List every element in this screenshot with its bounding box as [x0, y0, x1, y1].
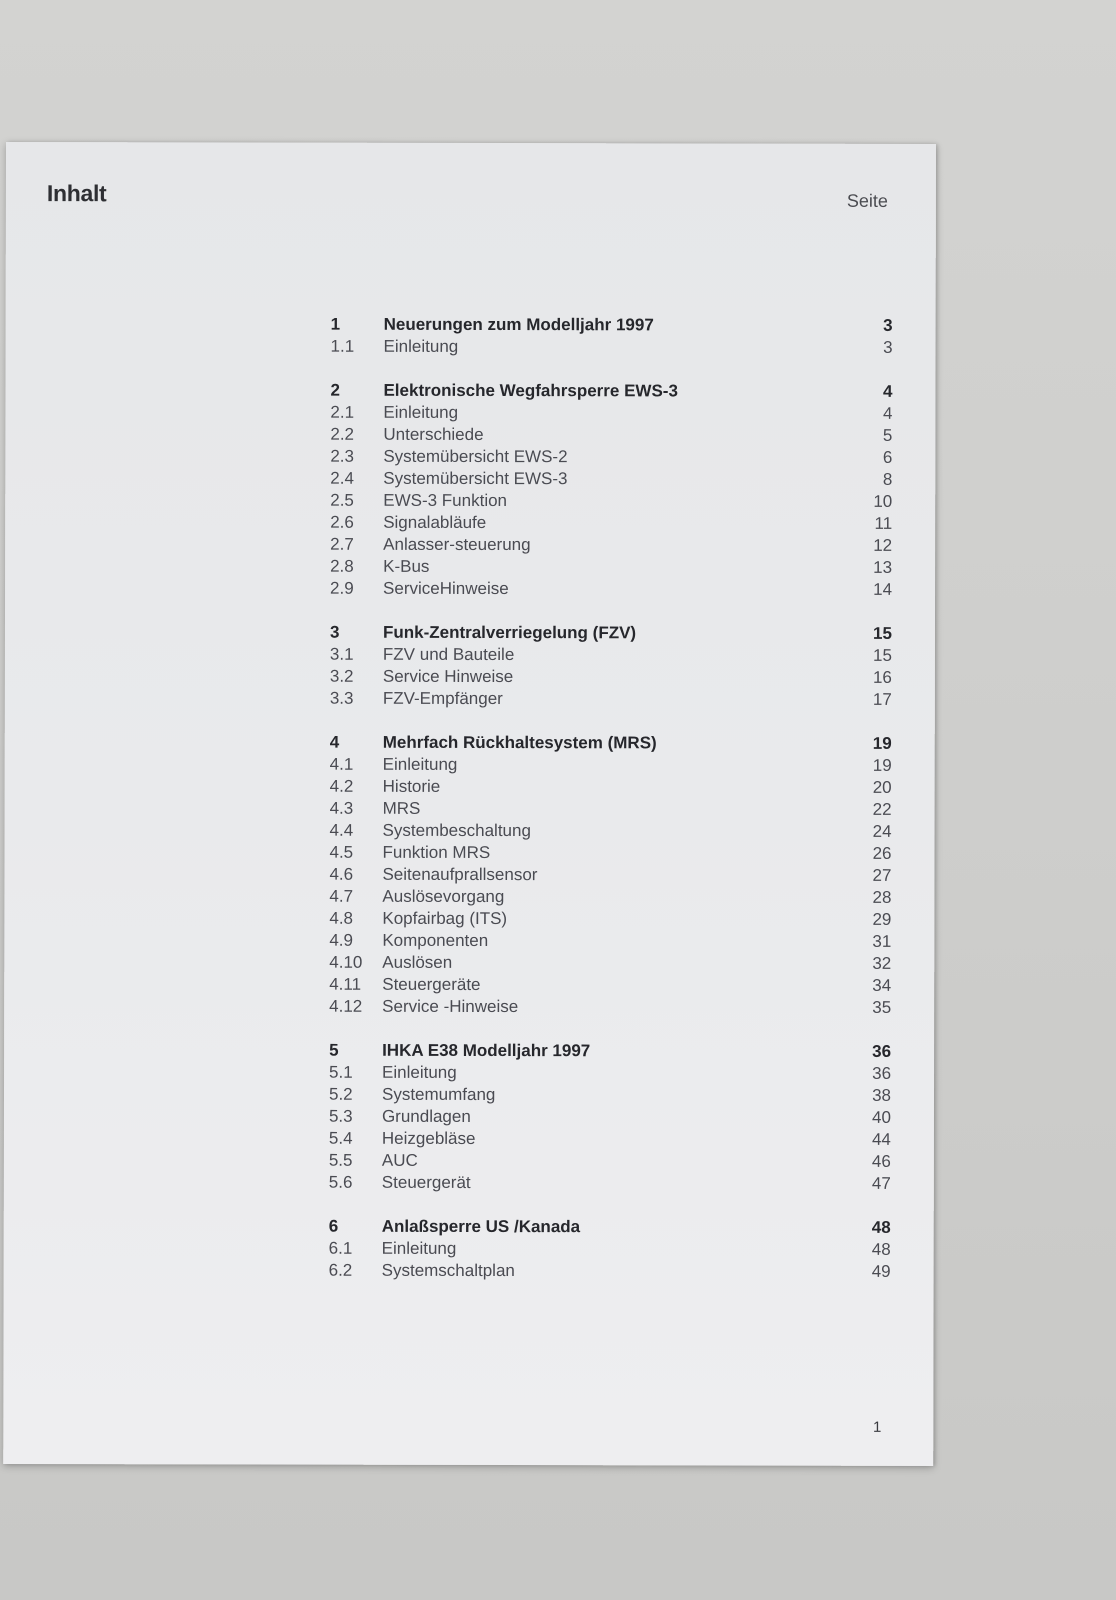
page-title: Inhalt: [46, 180, 107, 207]
section-number: 2.7: [330, 534, 354, 554]
section-number: 4: [329, 732, 340, 752]
section-title: IHKA E38 Modelljahr 1997: [382, 1040, 591, 1061]
section-number: 5.4: [328, 1128, 353, 1148]
toc-item-row: [330, 491, 892, 514]
page-reference: 22: [872, 799, 892, 819]
section-number: 3.3: [329, 688, 354, 708]
page-reference: 48: [871, 1217, 891, 1237]
section-number: 4.10: [329, 952, 363, 972]
section-number: 4.11: [329, 974, 362, 994]
section-title: Systemübersicht EWS-2: [383, 446, 568, 467]
section-number: 4.9: [329, 930, 353, 950]
page-reference: 34: [872, 975, 892, 995]
section-number: 5.5: [328, 1150, 353, 1170]
section-title: Neuerungen zum Modelljahr 1997: [383, 314, 654, 335]
section-number: 6: [328, 1216, 339, 1236]
section-number: 3: [329, 622, 340, 642]
toc-item-row: [330, 777, 892, 800]
toc-section: [329, 733, 892, 1020]
toc-section: [330, 623, 892, 712]
toc-item-row: [329, 975, 891, 998]
section-title: Unterschiede: [383, 424, 484, 445]
section-number: 4.5: [329, 842, 354, 862]
page-reference: 15: [872, 645, 892, 665]
section-number: 3.1: [329, 644, 354, 664]
page-reference: 11: [874, 513, 893, 533]
section-title: FZV und Bauteile: [382, 644, 515, 665]
section-title: Systemübersicht EWS-3: [383, 468, 568, 489]
section-title: Steuergeräte: [382, 974, 481, 994]
page-reference: 46: [871, 1151, 891, 1171]
section-title: Einleitung: [381, 1238, 457, 1258]
section-title: Auslösen: [382, 952, 453, 972]
section-number: 2.3: [330, 446, 355, 466]
toc-item-row: [329, 1063, 891, 1086]
section-number: 2.5: [330, 490, 354, 510]
section-title: Komponenten: [382, 930, 489, 951]
toc-item-row: [329, 843, 891, 866]
toc-item-row: [329, 865, 891, 888]
toc-item-row: [330, 557, 892, 580]
toc-section: [329, 1217, 891, 1284]
page-reference: 40: [872, 1107, 891, 1127]
toc-item-row: [330, 535, 892, 558]
section-number: 5.1: [329, 1062, 353, 1082]
section-number: 5: [329, 1040, 339, 1060]
page-reference: 19: [872, 755, 892, 775]
section-title: MRS: [382, 798, 421, 818]
section-number: 4.7: [329, 886, 354, 906]
section-number: 5.2: [328, 1084, 353, 1104]
section-title: Systembeschaltung: [382, 820, 531, 841]
page-reference: 4: [882, 403, 893, 423]
section-number: 2.1: [330, 402, 355, 422]
page-reference: 26: [872, 843, 892, 863]
section-title: Systemumfang: [381, 1084, 496, 1105]
page-reference: 15: [873, 623, 892, 643]
section-number: 4.6: [329, 864, 354, 884]
page-reference: 49: [871, 1261, 891, 1281]
page-reference: 31: [872, 931, 892, 951]
page-reference: 16: [872, 667, 892, 687]
section-title: Anlaßsperre US /Kanada: [381, 1216, 581, 1237]
page-reference: 27: [872, 865, 892, 885]
section-number: 2.4: [330, 468, 354, 488]
section-number: 5.6: [328, 1172, 353, 1192]
page-reference: 24: [872, 821, 892, 841]
page-reference: 6: [882, 447, 893, 467]
page-reference: 19: [872, 733, 892, 753]
toc-item-row: [330, 667, 892, 690]
section-title: Einleitung: [382, 1062, 457, 1082]
toc-item-row: [330, 821, 892, 844]
page-reference: 8: [882, 469, 893, 489]
toc-item-row: [329, 931, 891, 954]
toc-section: [329, 1041, 891, 1196]
toc-heading-row: [330, 733, 892, 756]
page-reference: 36: [872, 1041, 892, 1061]
section-number: 4.8: [329, 908, 354, 928]
toc-item-row: [329, 997, 891, 1020]
section-title: Seitenaufprallsensor: [382, 864, 538, 885]
toc-item-row: [330, 469, 892, 492]
section-title: Auslösevorgang: [382, 886, 505, 907]
page-reference: 5: [882, 425, 893, 445]
section-title: Historie: [382, 776, 441, 796]
toc-item-row: [330, 425, 892, 448]
section-number: 1.1: [330, 336, 355, 356]
section-title: Einleitung: [383, 336, 459, 356]
toc-section: [330, 381, 892, 602]
page-reference: 36: [872, 1063, 892, 1083]
page-reference: 14: [873, 579, 893, 599]
section-title: Funk-Zentralverriegelung (FZV): [382, 622, 637, 643]
section-number: 4.2: [329, 776, 354, 796]
section-title: Grundlagen: [381, 1106, 471, 1126]
section-title: Service Hinweise: [382, 666, 514, 687]
section-number: 2: [330, 380, 340, 400]
section-number: 2.9: [330, 578, 354, 598]
section-number: 1: [330, 314, 341, 334]
page-reference: 4: [882, 381, 893, 401]
toc-heading-row: [330, 623, 892, 646]
section-title: Systemschaltplan: [381, 1260, 515, 1281]
toc-section: [331, 315, 893, 360]
toc-item-row: [329, 1173, 891, 1196]
page-reference: 32: [872, 953, 892, 973]
section-title: Mehrfach Rückhaltesystem (MRS): [382, 732, 657, 753]
page-reference: 47: [871, 1173, 891, 1193]
section-title: Steuergerät: [381, 1172, 471, 1192]
section-number: 6.1: [328, 1238, 353, 1258]
toc-heading-row: [329, 1041, 891, 1064]
toc-heading-row: [331, 315, 893, 338]
page-reference: 12: [873, 535, 893, 555]
page-reference: 20: [872, 777, 892, 797]
section-title: Service -Hinweise: [382, 996, 519, 1017]
page-reference: 3: [883, 337, 893, 357]
toc-item-row: [329, 1085, 891, 1108]
section-title: Einleitung: [382, 754, 458, 774]
section-title: FZV-Empfänger: [382, 688, 503, 709]
section-title: Elektronische Wegfahrsperre EWS-3: [383, 380, 678, 401]
toc-item-row: [330, 755, 892, 778]
section-title: Anlasser-steuerung: [383, 534, 531, 555]
toc-heading-row: [329, 1217, 891, 1240]
toc-item-row: [329, 1239, 891, 1262]
page-reference: 28: [872, 887, 892, 907]
table-of-contents: [329, 315, 893, 1306]
page-column-header: Seite: [846, 190, 888, 211]
page-reference: 13: [873, 557, 893, 577]
toc-item-row: [329, 953, 891, 976]
section-number: 2.6: [330, 512, 354, 532]
toc-item-row: [330, 689, 892, 712]
section-number: 3.2: [329, 666, 354, 686]
page-reference: 10: [873, 491, 893, 511]
section-title: Heizgebläse: [381, 1128, 476, 1148]
section-number: 6.2: [328, 1260, 353, 1280]
document-page: [3, 142, 936, 1466]
section-title: Kopfairbag (ITS): [382, 908, 508, 929]
section-title: Einleitung: [383, 402, 459, 422]
page-reference: 38: [872, 1085, 892, 1105]
toc-item-row: [329, 887, 891, 910]
toc-item-row: [330, 579, 892, 602]
section-number: 4.4: [329, 820, 354, 840]
toc-item-row: [331, 337, 893, 360]
page-reference: 3: [883, 315, 893, 335]
section-number: 2.8: [330, 556, 354, 576]
section-number: 5.3: [328, 1106, 353, 1126]
section-number: 4.12: [329, 996, 363, 1016]
toc-item-row: [330, 447, 892, 470]
toc-item-row: [330, 799, 892, 822]
page-reference: 29: [872, 909, 892, 929]
toc-item-row: [329, 1107, 891, 1130]
toc-item-row: [329, 1151, 891, 1174]
toc-item-row: [329, 1261, 891, 1284]
toc-item-row: [330, 403, 892, 426]
toc-item-row: [330, 645, 892, 668]
section-number: 4.3: [329, 798, 354, 818]
page-reference: 35: [872, 997, 892, 1017]
toc-item-row: [330, 513, 892, 536]
section-number: 4.1: [329, 754, 354, 774]
section-number: 2.2: [330, 424, 355, 444]
section-title: EWS-3 Funktion: [383, 490, 508, 511]
toc-heading-row: [330, 381, 892, 404]
page-number: 1: [872, 1418, 882, 1436]
section-title: ServiceHinweise: [383, 578, 509, 599]
section-title: Signalabläufe: [383, 512, 487, 533]
page-reference: 17: [872, 689, 892, 709]
section-title: K-Bus: [383, 556, 430, 576]
page-reference: 44: [871, 1129, 891, 1149]
section-title: Funktion MRS: [382, 842, 491, 863]
toc-item-row: [329, 1129, 891, 1152]
page-reference: 48: [871, 1239, 891, 1259]
toc-item-row: [329, 909, 891, 932]
section-title: AUC: [381, 1150, 418, 1170]
